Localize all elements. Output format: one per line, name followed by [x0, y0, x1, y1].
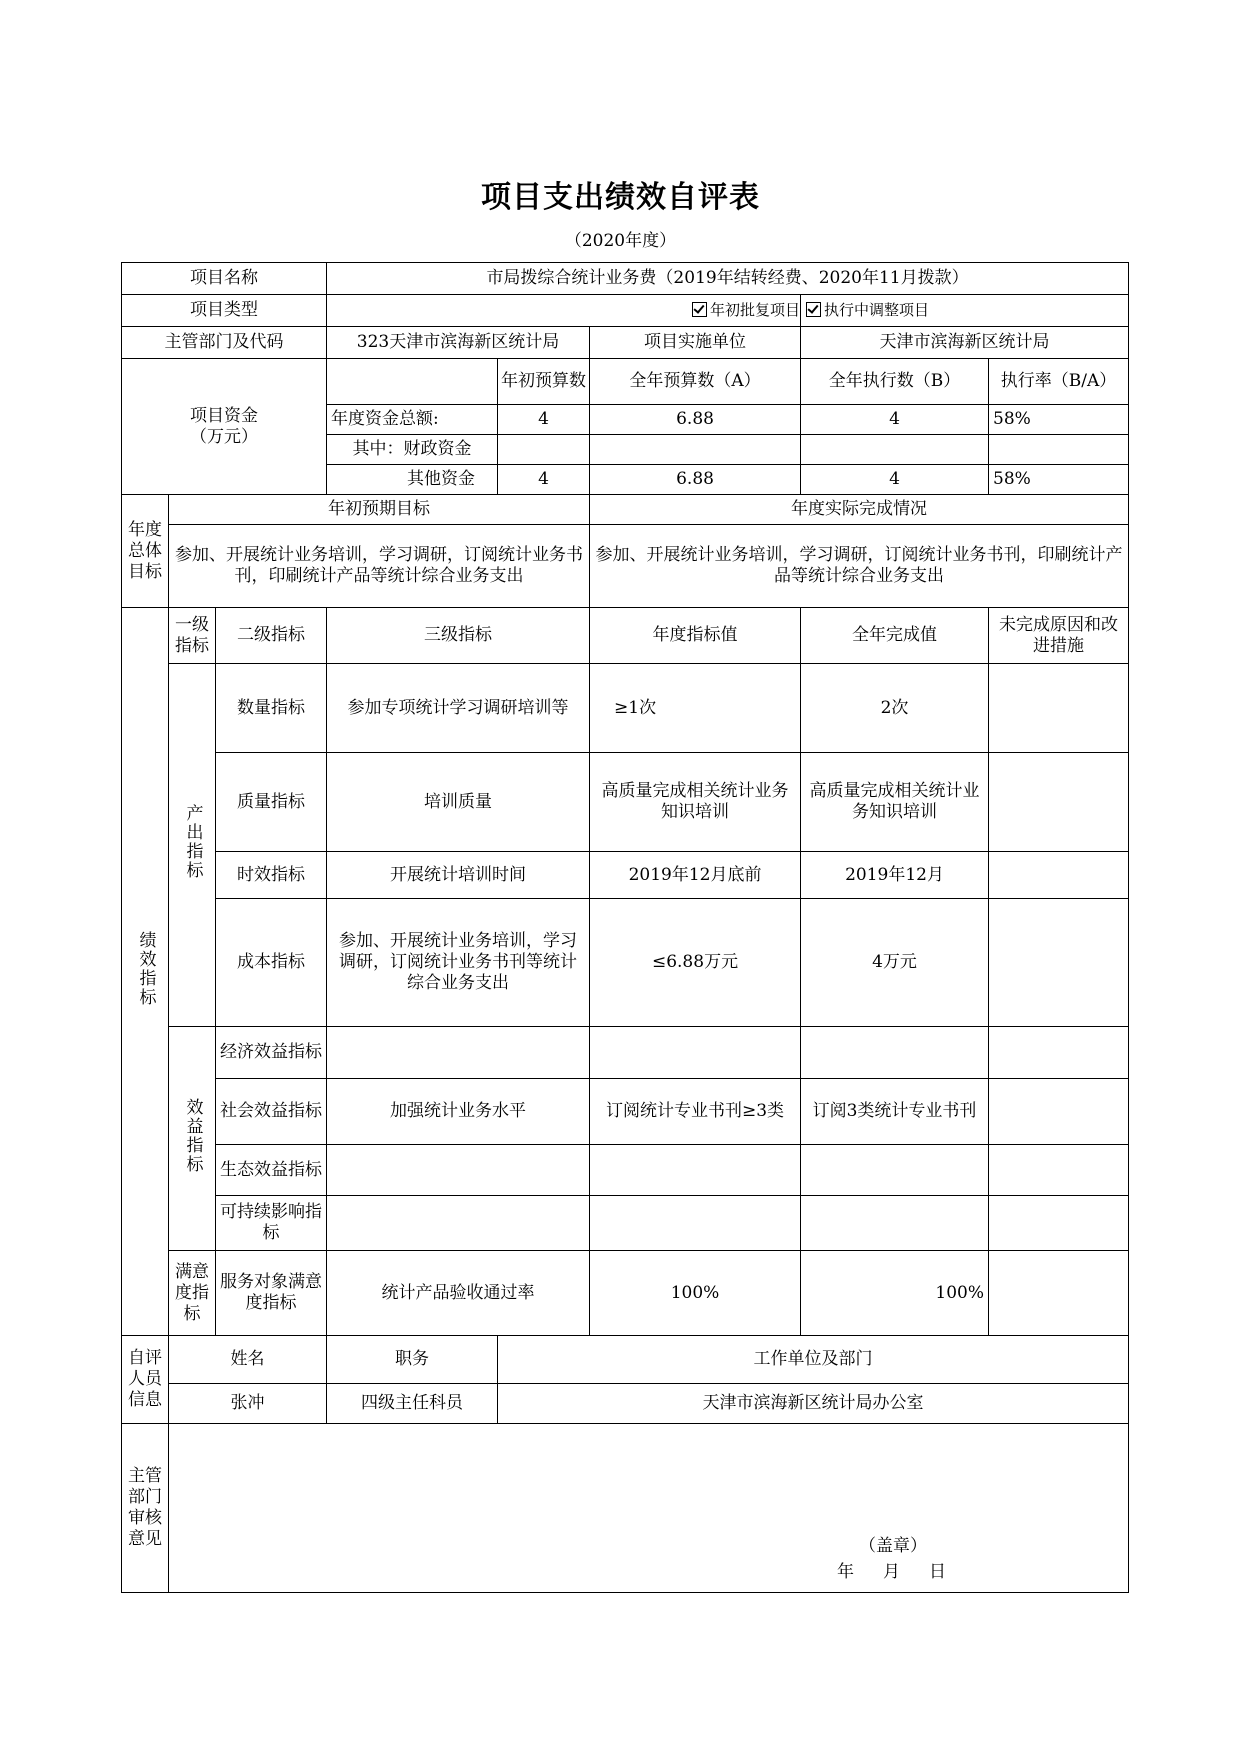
perf-row-reason	[989, 753, 1129, 852]
review-date	[837, 1562, 975, 1583]
perf-row-level2: 服务对象满意度指标	[216, 1251, 327, 1336]
perf-row-level2: 经济效益指标	[216, 1027, 327, 1079]
dept-label: 主管部门及代码	[122, 327, 327, 359]
review-date-day: 日	[929, 1562, 947, 1582]
perf-row-actual: 2019年12月	[801, 852, 989, 899]
performance-label: 绩效指标	[122, 608, 169, 1336]
perf-header-actual: 全年完成值	[801, 608, 989, 664]
perf-row-target	[590, 1196, 801, 1251]
perf-row-actual: 4万元	[801, 899, 989, 1027]
dept-value: 323天津市滨海新区统计局	[327, 327, 590, 359]
funds-row-exec	[801, 435, 989, 465]
funds-col-annual: 全年预算数（A）	[590, 359, 801, 405]
project-name-label: 项目名称	[122, 263, 327, 295]
perf-header-target: 年度指标值	[590, 608, 801, 664]
goals-actual-header: 年度实际完成情况	[590, 495, 1129, 525]
perf-row-actual	[801, 1145, 989, 1196]
perf-row-level3	[327, 1196, 590, 1251]
evaluator-name: 张冲	[169, 1384, 327, 1424]
perf-row-reason	[989, 1196, 1129, 1251]
funds-row-annual: 6.88	[590, 405, 801, 435]
funds-row-rate	[989, 435, 1129, 465]
evaluator-post: 四级主任科员	[327, 1384, 498, 1424]
funds-col-exec: 全年执行数（B）	[801, 359, 989, 405]
perf-row-level3	[327, 1027, 590, 1079]
perf-row-reason	[989, 1027, 1129, 1079]
perf-row-level3	[327, 1145, 590, 1196]
funds-row-label: 其中：财政资金	[327, 435, 498, 465]
perf-row-target	[590, 1145, 801, 1196]
project-name-value: 市局拨综合统计业务费（2019年结转经费、2020年11月拨款）	[327, 263, 1129, 295]
project-type-label: 项目类型	[122, 295, 327, 327]
funds-col-initial: 年初预算数	[498, 359, 590, 405]
perf-row-target: 100%	[590, 1251, 801, 1336]
perf-row-actual: 100%	[801, 1251, 989, 1336]
perf-row-reason	[989, 1145, 1129, 1196]
funds-row-exec: 4	[801, 405, 989, 435]
project-type-option1-label: 年初批复项目	[710, 301, 801, 319]
perf-row-target: 2019年12月底前	[590, 852, 801, 899]
perf-row-actual: 2次	[801, 664, 989, 753]
perf-row-level2: 成本指标	[216, 899, 327, 1027]
perf-row-actual	[801, 1196, 989, 1251]
perf-row-actual	[801, 1027, 989, 1079]
perf-row-target: ≥1次	[590, 664, 801, 753]
evaluator-unit-header: 工作单位及部门	[498, 1336, 1129, 1384]
perf-row-reason	[989, 1079, 1129, 1145]
funds-row-exec: 4	[801, 465, 989, 495]
funds-row-annual	[590, 435, 801, 465]
review-label: 主管部门审核意见	[122, 1424, 169, 1593]
perf-header-reason: 未完成原因和改进措施	[989, 608, 1129, 664]
funds-row-initial: 4	[498, 465, 590, 495]
perf-header-level3: 三级指标	[327, 608, 590, 664]
goals-expected-header: 年初预期目标	[169, 495, 590, 525]
funds-row-rate: 58%	[989, 405, 1129, 435]
funds-row-rate: 58%	[989, 465, 1129, 495]
perf-row-actual: 订阅3类统计专业书刊	[801, 1079, 989, 1145]
funds-row-initial: 4	[498, 405, 590, 435]
funds-row-label: 其他资金	[327, 465, 498, 495]
perf-row-actual: 高质量完成相关统计业务知识培训	[801, 753, 989, 852]
group-satisfaction: 满意度指标	[169, 1251, 216, 1336]
funds-label: 项目资金 （万元）	[122, 359, 327, 495]
perf-row-target	[590, 1027, 801, 1079]
project-type-option1[interactable]	[327, 295, 801, 327]
perf-row-level2: 时效指标	[216, 852, 327, 899]
funds-row-annual: 6.88	[590, 465, 801, 495]
perf-row-level2: 生态效益指标	[216, 1145, 327, 1196]
evaluator-unit: 天津市滨海新区统计局办公室	[498, 1384, 1129, 1424]
page-subtitle: （2020年度）	[564, 231, 677, 251]
perf-row-target: ≤6.88万元	[590, 899, 801, 1027]
page-title: 项目支出绩效自评表	[481, 180, 760, 215]
perf-header-level1: 一级指标	[169, 608, 216, 664]
funds-row-label: 年度资金总额:	[327, 405, 498, 435]
perf-row-target: 订阅统计专业书刊≥3类	[590, 1079, 801, 1145]
perf-row-reason	[989, 899, 1129, 1027]
perf-row-reason	[989, 852, 1129, 899]
evaluator-label: 自评人员信息	[122, 1336, 169, 1424]
perf-row-level3: 开展统计培训时间	[327, 852, 590, 899]
perf-row-level3: 参加、开展统计业务培训，学习调研，订阅统计业务书刊等统计综合业务支出	[327, 899, 590, 1027]
perf-row-reason	[989, 1251, 1129, 1336]
goals-label: 年度总体目标	[122, 495, 169, 608]
evaluator-name-header: 姓名	[169, 1336, 327, 1384]
perf-row-level2: 可持续影响指标	[216, 1196, 327, 1251]
perf-row-target: 高质量完成相关统计业务知识培训	[590, 753, 801, 852]
perf-row-level3: 统计产品验收通过率	[327, 1251, 590, 1336]
perf-row-level3: 参加专项统计学习调研培训等	[327, 664, 590, 753]
evaluation-table	[121, 262, 1129, 1593]
perf-row-level2: 数量指标	[216, 664, 327, 753]
perf-row-level3: 加强统计业务水平	[327, 1079, 590, 1145]
funds-row-initial	[498, 435, 590, 465]
review-date-month: 月	[883, 1562, 901, 1582]
impl-unit-value: 天津市滨海新区统计局	[801, 327, 1129, 359]
checkbox-checked-icon[interactable]	[692, 302, 707, 317]
goals-expected-text: 参加、开展统计业务培训，学习调研，订阅统计业务书刊，印刷统计产品等统计综合业务支出	[169, 525, 590, 608]
perf-header-level2: 二级指标	[216, 608, 327, 664]
perf-row-reason	[989, 664, 1129, 753]
project-type-option2-label: 执行中调整项目	[824, 301, 930, 319]
group-benefit: 效益指标	[169, 1027, 216, 1251]
checkbox-checked-icon[interactable]	[806, 302, 821, 317]
review-seal: （盖章）	[859, 1536, 927, 1556]
funds-col-rate: 执行率（B/A）	[989, 359, 1129, 405]
project-type-option2[interactable]	[801, 295, 1129, 327]
impl-unit-label: 项目实施单位	[590, 327, 801, 359]
perf-row-level3: 培训质量	[327, 753, 590, 852]
evaluator-post-header: 职务	[327, 1336, 498, 1384]
review-date-year: 年	[837, 1562, 855, 1582]
group-output: 产出指标	[169, 664, 216, 1027]
perf-row-level2: 质量指标	[216, 753, 327, 852]
perf-row-level2: 社会效益指标	[216, 1079, 327, 1145]
goals-actual-text: 参加、开展统计业务培训，学习调研，订阅统计业务书刊，印刷统计产品等统计综合业务支出	[590, 525, 1129, 608]
review-area[interactable]	[169, 1424, 1129, 1593]
funds-blank-header	[327, 359, 498, 405]
